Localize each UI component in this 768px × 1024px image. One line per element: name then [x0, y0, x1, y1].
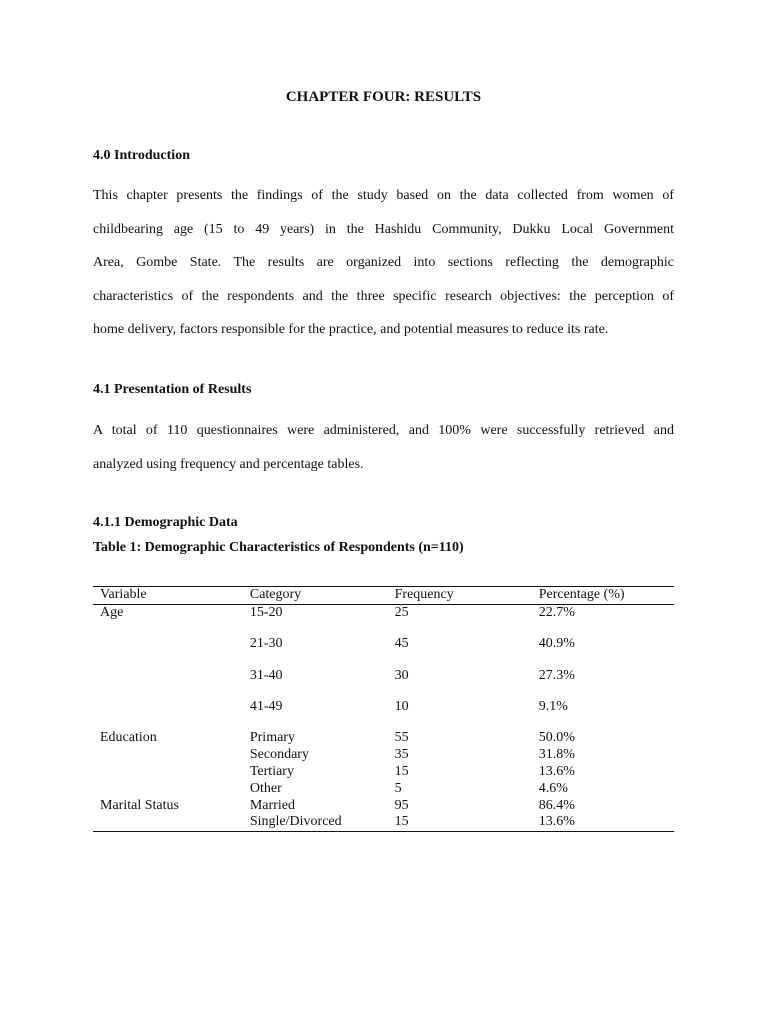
cell-category: Secondary [249, 747, 309, 763]
table-spacer [93, 653, 674, 668]
header-percentage: Percentage (%) [539, 587, 674, 604]
cell-percentage: 4.6% [538, 780, 568, 796]
table-spacer [93, 716, 674, 731]
intro-line-4: characteristics of the respondents and the three specific research objectives: the perception of [93, 288, 674, 304]
intro-line-1: This chapter presents the findings of the study based on the data collected from women of [93, 188, 674, 203]
cell-category: Single/Divorced [249, 814, 342, 830]
cell-category: Married [249, 797, 295, 813]
cell-percentage: 13.6% [538, 814, 575, 830]
table-row [93, 636, 674, 653]
intro-line-5: home delivery, factors responsible for the practice, and potential measures to reduce its rate. [93, 322, 609, 338]
cell-percentage: 22.7% [538, 604, 575, 620]
cell-percentage: 31.8% [538, 747, 575, 763]
table-row [93, 604, 674, 621]
cell-category: Tertiary [249, 763, 294, 779]
table-row [93, 814, 674, 831]
cell-category: 21-30 [249, 636, 283, 652]
cell-frequency: 15 [394, 814, 409, 830]
header-frequency: Frequency [395, 587, 539, 604]
variable-marital-status: Marital Status [100, 797, 179, 813]
header-variable: Variable [93, 587, 250, 604]
demographic-heading: 4.1.1 Demographic Data [93, 515, 238, 530]
table-row [93, 798, 674, 815]
demographic-table [93, 586, 674, 832]
variable-age: Age [100, 604, 124, 620]
cell-percentage: 13.6% [538, 763, 575, 779]
cell-frequency: 95 [394, 797, 409, 813]
cell-frequency: 5 [394, 780, 402, 796]
cell-percentage: 27.3% [538, 667, 575, 683]
cell-frequency: 25 [394, 604, 409, 620]
table-row [93, 699, 674, 716]
table-caption: Table 1: Demographic Characteristics of Respondents (n=110) [93, 540, 464, 555]
table-spacer [93, 622, 674, 637]
cell-frequency: 55 [394, 730, 409, 746]
cell-category: Primary [249, 730, 295, 746]
cell-percentage: 50.0% [538, 730, 575, 746]
presentation-line-1: A total of 110 questionnaires were administered, and 100% were successfully retrieved and [93, 423, 674, 438]
table-row [93, 747, 674, 764]
table-spacer [93, 684, 674, 699]
cell-frequency: 30 [394, 667, 409, 683]
cell-category: 15-20 [249, 604, 283, 620]
cell-frequency: 15 [394, 763, 409, 779]
table-row [93, 668, 674, 685]
cell-category: Other [249, 780, 282, 796]
header-category: Category [250, 587, 395, 604]
cell-frequency: 10 [394, 698, 409, 714]
intro-line-2: childbearing age (15 to 49 years) in the Hashidu Community, Dukku Local Government [93, 221, 674, 237]
cell-category: 41-49 [249, 698, 283, 714]
table-row [93, 781, 674, 798]
chapter-title: CHAPTER FOUR: RESULTS [285, 89, 482, 105]
presentation-line-2: analyzed using frequency and percentage tables. [93, 456, 364, 472]
cell-percentage: 40.9% [538, 636, 575, 652]
variable-education: Education [100, 730, 157, 746]
cell-category: 31-40 [249, 667, 283, 683]
presentation-paragraph [93, 414, 674, 481]
table-row [93, 764, 674, 781]
cell-percentage: 86.4% [538, 797, 575, 813]
presentation-heading: 4.1 Presentation of Results [93, 382, 252, 397]
table-row [93, 730, 674, 747]
intro-line-3: Area, Gombe State. The results are organized into sections reflecting the demographic [93, 255, 674, 271]
cell-percentage: 9.1% [538, 698, 568, 714]
intro-heading: 4.0 Introduction [93, 148, 190, 163]
cell-frequency: 35 [394, 747, 409, 763]
table-header-row [93, 587, 674, 604]
intro-paragraph [93, 179, 674, 347]
cell-frequency: 45 [394, 636, 409, 652]
